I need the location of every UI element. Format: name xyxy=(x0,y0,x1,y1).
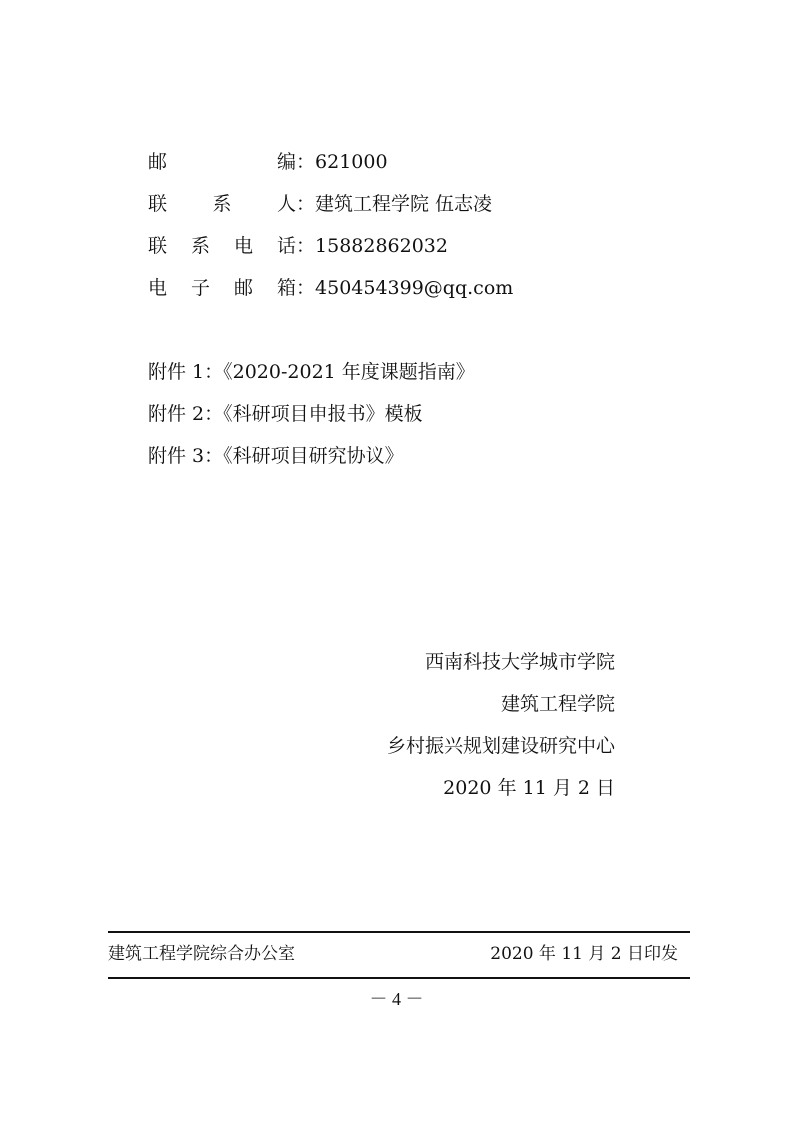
phone-label: 联 系 电 话 xyxy=(148,235,296,257)
attachment-list xyxy=(148,356,475,482)
attachment-item: 附件 2：《科研项目申报书》模板 xyxy=(148,403,423,425)
signature-block xyxy=(387,646,615,814)
postcode-value: 621000 xyxy=(315,151,388,173)
page-number: － 4 － xyxy=(369,989,424,1009)
signature-org-university: 西南科技大学城市学院 xyxy=(424,651,615,673)
email-value: 450454399@qq.com xyxy=(315,277,514,299)
email-label: 电 子 邮 箱 xyxy=(148,277,296,299)
contact-info xyxy=(148,146,513,314)
phone-value: 15882862032 xyxy=(315,235,448,257)
signature-org-school: 建筑工程学院 xyxy=(500,693,615,715)
issuance-line xyxy=(108,940,678,968)
contact-row-person: 联 系 人 ： 建筑工程学院 伍志凌 xyxy=(148,188,513,230)
signature-date: 2020 年 11 月 2 日 xyxy=(443,777,615,799)
issue-date: 2020 年 11 月 2 日印发 xyxy=(490,944,678,964)
attachment-item: 附件 3：《科研项目研究协议》 xyxy=(148,445,404,467)
issuer-office: 建筑工程学院综合办公室 xyxy=(108,944,295,964)
postcode-label: 邮 编 xyxy=(148,151,296,173)
attachment-item: 附件 1：《2020-2021 年度课题指南》 xyxy=(148,361,475,383)
contact-row-postcode: 邮 编 ： 621000 xyxy=(148,146,513,188)
contact-person-label: 联 系 人 xyxy=(148,193,296,215)
contact-row-email: 电 子 邮 箱 ： 450454399@qq.com xyxy=(148,272,513,314)
contact-person-value: 建筑工程学院 伍志凌 xyxy=(315,193,493,215)
footer-top-rule xyxy=(108,931,690,933)
contact-row-phone: 联 系 电 话 ： 15882862032 xyxy=(148,230,513,272)
signature-org-center: 乡村振兴规划建设研究中心 xyxy=(386,735,615,757)
footer-bottom-rule xyxy=(108,977,690,979)
